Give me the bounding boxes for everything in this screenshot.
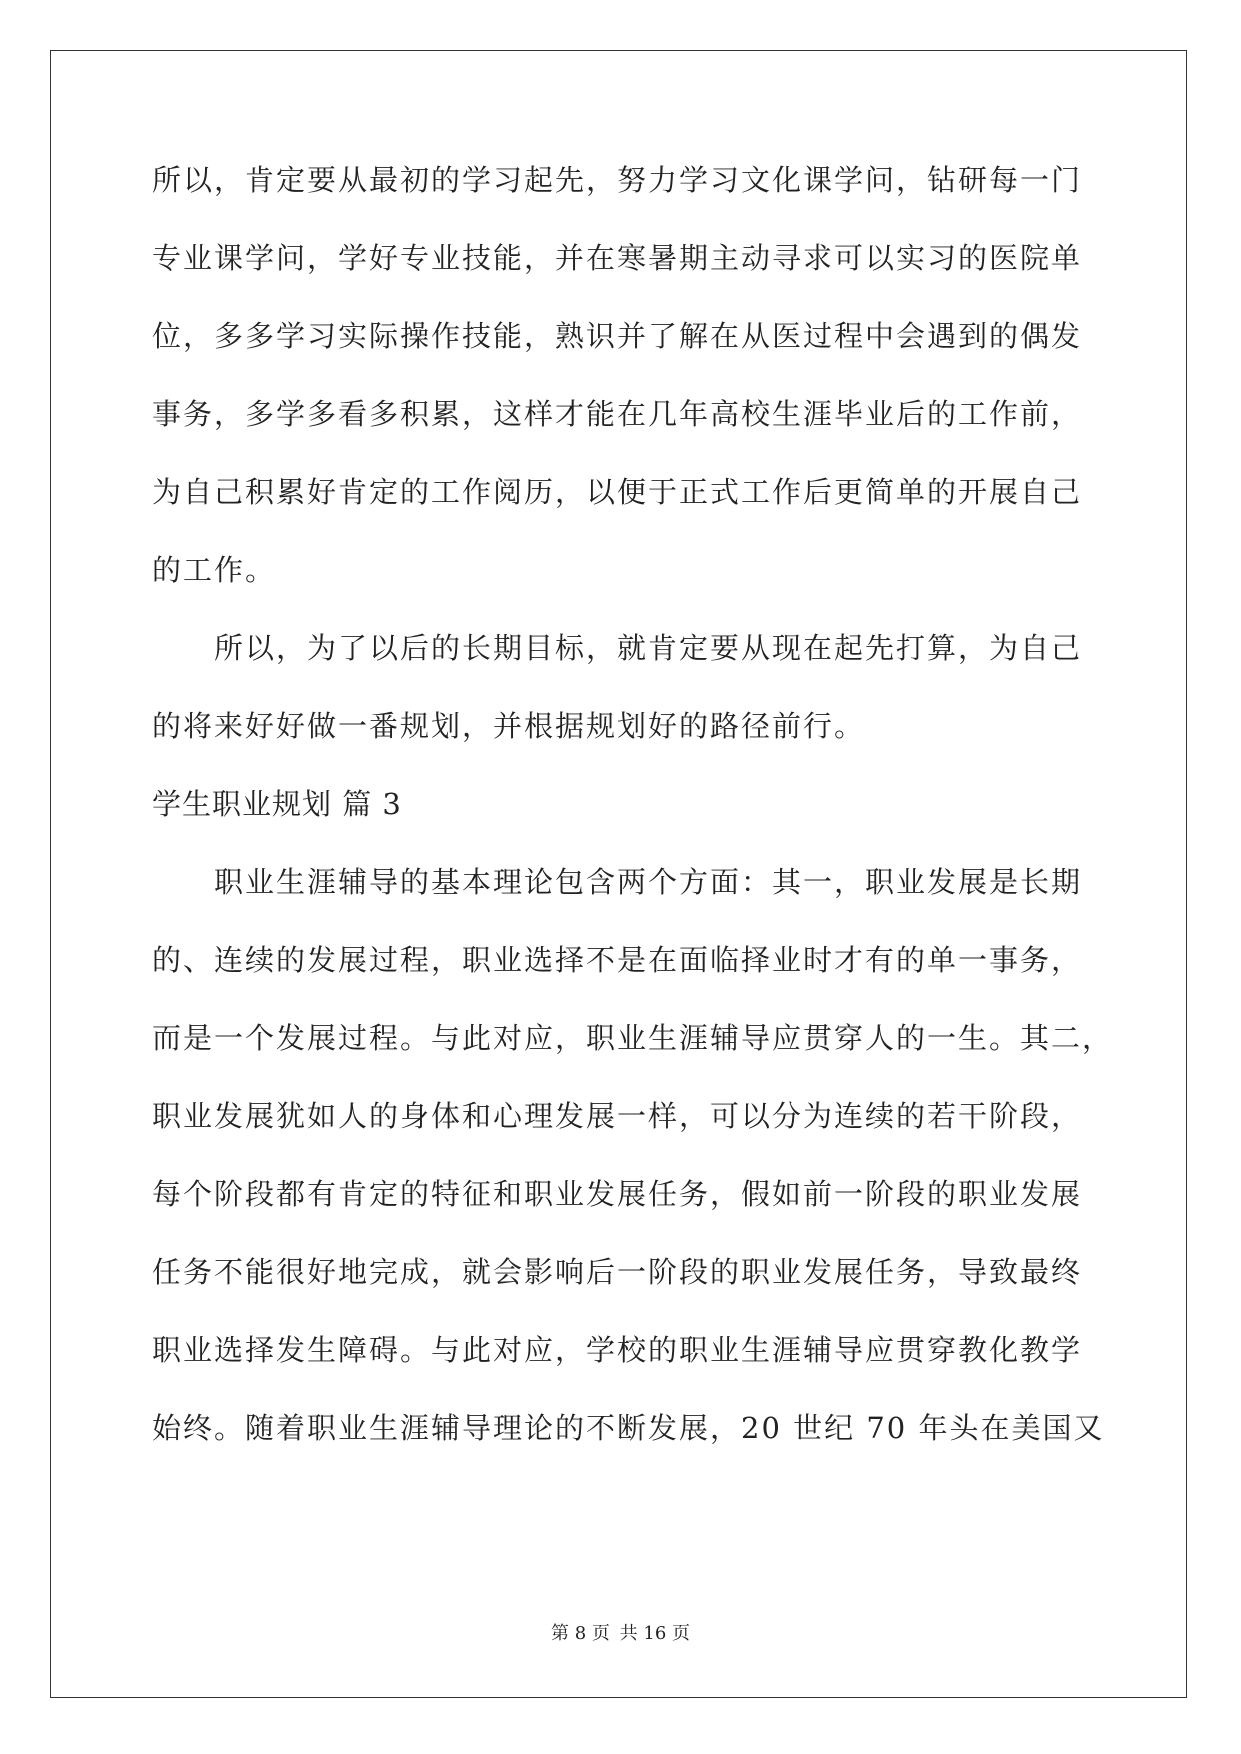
paragraph-line: 事务，多学多看多积累，这样才能在几年高校生涯毕业后的工作前， [152, 397, 1083, 431]
page-footer [0, 1619, 1241, 1645]
section-heading: 学生职业规划 篇 3 [152, 787, 402, 821]
paragraph-line: 专业课学问，学好专业技能，并在寒暑期主动寻求可以实习的医院单 [152, 241, 1083, 275]
paragraph-line: 而是一个发展过程。与此对应，职业生涯辅导应贯穿人的一生。其二， [152, 1021, 1114, 1055]
paragraph-line: 职业生涯辅导的基本理论包含两个方面：其一，职业发展是长期 [214, 865, 1083, 899]
page-number-current: 第 8 页 [551, 1623, 610, 1644]
paragraph-line: 所以，肯定要从最初的学习起先，努力学习文化课学问，钻研每一门 [152, 163, 1083, 197]
document-body [152, 160, 1114, 1486]
paragraph-line: 所以，为了以后的长期目标，就肯定要从现在起先打算，为自己 [214, 631, 1083, 665]
paragraph-line: 的将来好好做一番规划，并根据规划好的路径前行。 [152, 709, 866, 743]
paragraph-line: 任务不能很好地完成，就会影响后一阶段的职业发展任务，导致最终 [152, 1255, 1083, 1289]
paragraph-line: 职业选择发生障碍。与此对应，学校的职业生涯辅导应贯穿教化教学 [152, 1333, 1083, 1367]
paragraph-line: 的、连续的发展过程，职业选择不是在面临择业时才有的单一事务， [152, 943, 1083, 977]
paragraph-line: 始终。随着职业生涯辅导理论的不断发展，20 世纪 70 年头在美国又 [152, 1411, 1105, 1445]
paragraph-line: 位，多多学习实际操作技能，熟识并了解在从医过程中会遇到的偶发 [152, 319, 1083, 353]
paragraph-line: 为自己积累好肯定的工作阅历，以便于正式工作后更简单的开展自己 [152, 475, 1083, 509]
paragraph-line: 职业发展犹如人的身体和心理发展一样，可以分为连续的若干阶段， [152, 1099, 1083, 1133]
paragraph-line: 的工作。 [152, 553, 277, 587]
paragraph-line: 每个阶段都有肯定的特征和职业发展任务，假如前一阶段的职业发展 [152, 1177, 1083, 1211]
page-number-total: 共 16 页 [619, 1623, 690, 1644]
